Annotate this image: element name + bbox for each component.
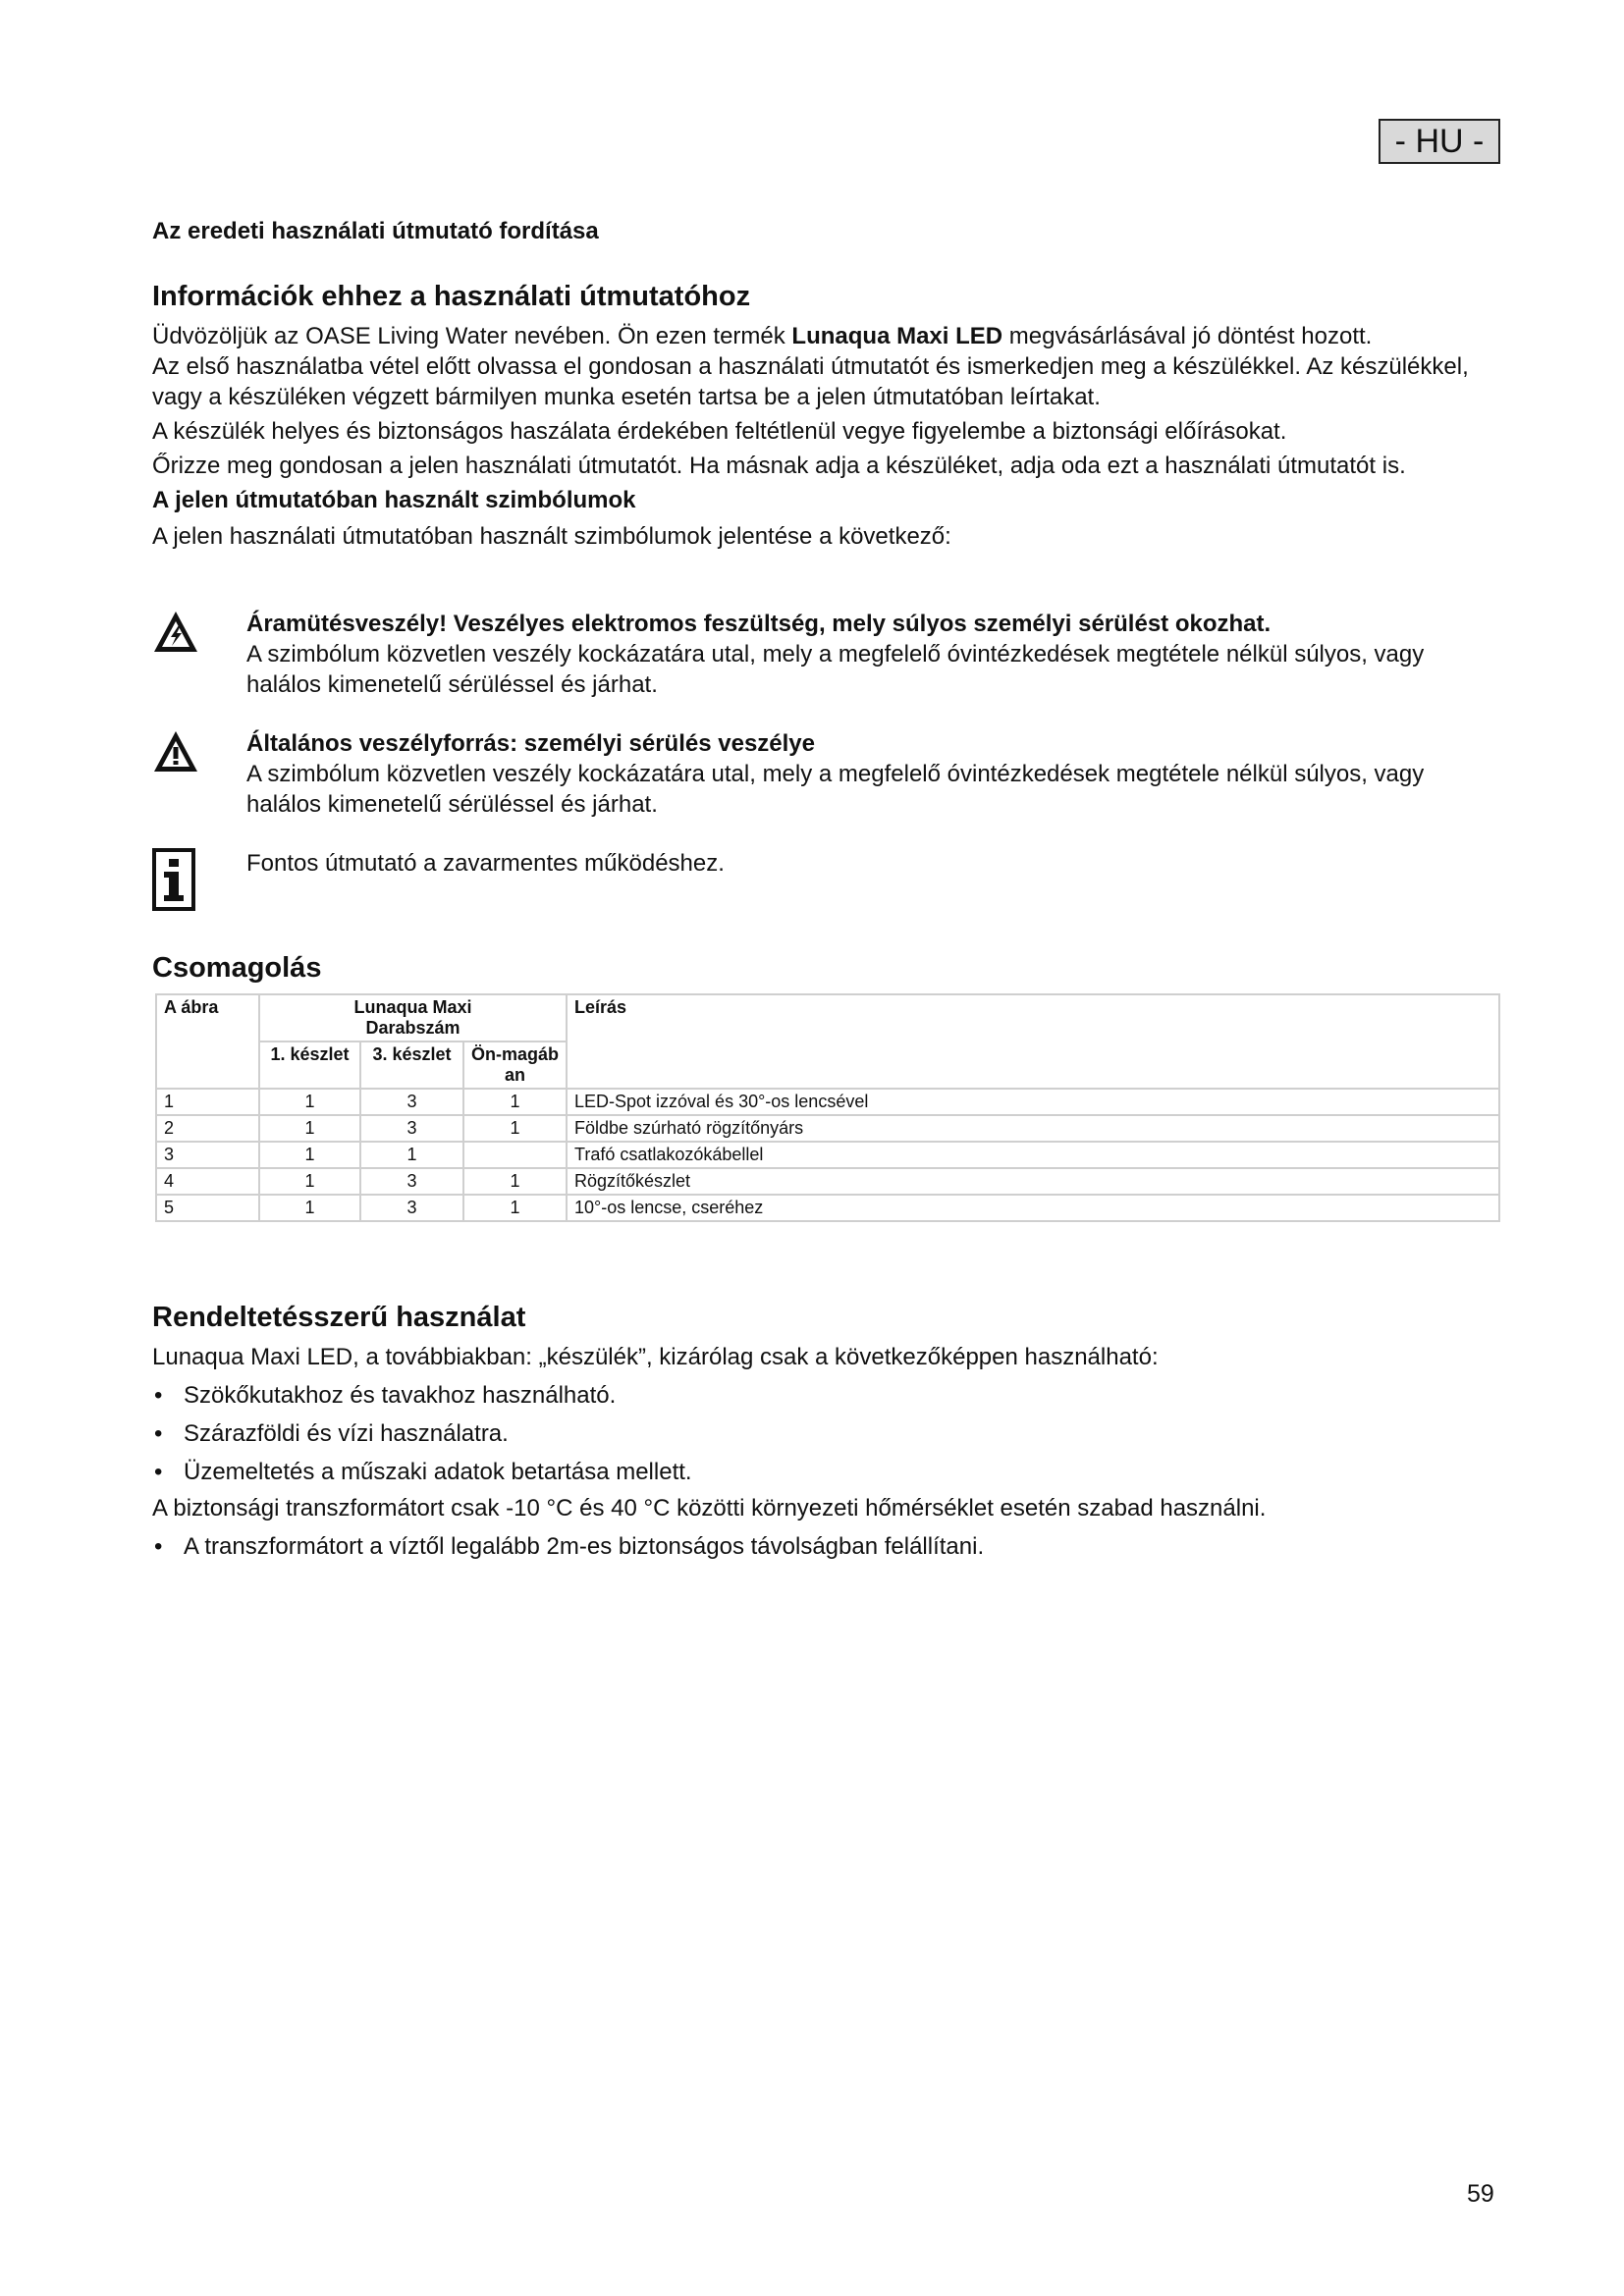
col-group xyxy=(259,994,567,1041)
intro-post: megvásárlásával jó döntést hozott. xyxy=(1002,323,1373,349)
cell-figure: 2 xyxy=(156,1115,259,1142)
cell-set3: 3 xyxy=(360,1089,463,1115)
intended-use-list xyxy=(152,1380,1497,1487)
cell-set1: 1 xyxy=(259,1115,360,1142)
cell-set1: 1 xyxy=(259,1142,360,1168)
col-desc: Leírás xyxy=(567,994,1499,1089)
cell-single: 1 xyxy=(463,1089,567,1115)
list-item: • Szárazföldi és vízi használatra. xyxy=(152,1418,1497,1449)
symbol-electric-title: Áramütésveszély! Veszélyes elektromos feszültség, mely súlyos személyi sérülést okozhat. xyxy=(246,611,1272,637)
list-item: • Szökőkutakhoz és tavakhoz használható. xyxy=(152,1380,1497,1411)
intro-paragraph xyxy=(152,321,1497,351)
col-group-line1: Lunaqua Maxi xyxy=(353,997,472,1017)
cell-single: 1 xyxy=(463,1115,567,1142)
transformer-list xyxy=(152,1531,1497,1562)
table-row xyxy=(156,1195,1499,1221)
col-group-line2: Darabszám xyxy=(365,1018,460,1038)
transformer-temperature-note: A biztonsági transzformátort csak -10 °C és 40 °C közötti környezeti hőmérséklet esetén szabad használni. xyxy=(152,1495,1267,1522)
keep-manual-paragraph: Őrizze meg gondosan a jelen használati útmutatót. Ha másnak adja a készüléket, adja oda ezt a használati útmutatót is. xyxy=(152,453,1406,479)
col-set3: 3. készlet xyxy=(360,1041,463,1089)
cell-desc: LED-Spot izzóval és 30°-os lencsével xyxy=(567,1089,1499,1115)
language-badge: - HU - xyxy=(1379,119,1500,164)
list-item: • Üzemeltetés a műszaki adatok betartása mellett. xyxy=(152,1457,1497,1487)
cell-single: 1 xyxy=(463,1195,567,1221)
cell-set3: 3 xyxy=(360,1115,463,1142)
cell-set1: 1 xyxy=(259,1168,360,1195)
symbol-electric-text xyxy=(246,609,1503,700)
table-row xyxy=(156,1142,1499,1168)
info-heading: Információk ehhez a használati útmutatóhoz xyxy=(152,281,751,312)
cell-desc: Földbe szúrható rögzítőnyárs xyxy=(567,1115,1499,1142)
symbols-intro: A jelen használati útmutatóban használt szimbólumok jelentése a következő: xyxy=(152,523,951,550)
packaging-table xyxy=(155,993,1500,1222)
intended-use-section xyxy=(152,1302,1497,1562)
cell-figure: 1 xyxy=(156,1089,259,1115)
symbol-info-desc: Fontos útmutató a zavarmentes működéshez. xyxy=(246,850,725,877)
cell-desc: Rögzítőkészlet xyxy=(567,1168,1499,1195)
col-figure: A ábra xyxy=(156,994,259,1089)
cell-single xyxy=(463,1142,567,1168)
symbol-general-title: Általános veszélyforrás: személyi sérülés veszélye xyxy=(246,730,815,757)
table-row xyxy=(156,1115,1499,1142)
col-single: Ön-magában xyxy=(463,1041,567,1089)
cell-figure: 5 xyxy=(156,1195,259,1221)
info-icon xyxy=(152,848,195,916)
translation-note: Az eredeti használati útmutató fordítása xyxy=(152,218,599,244)
table-row xyxy=(156,1168,1499,1195)
symbol-general-text xyxy=(246,728,1503,820)
general-hazard-icon xyxy=(152,728,199,780)
electric-hazard-icon xyxy=(152,609,199,661)
col-set1: 1. készlet xyxy=(259,1041,360,1089)
cell-set3: 1 xyxy=(360,1142,463,1168)
symbol-electric-desc: A szimbólum közvetlen veszély kockázatára utal, mely a megfelelő óvintézkedések megtétele nélkül súlyos, vagy halálos kimenetelű sérüléssel és járhat. xyxy=(246,641,1425,698)
cell-set3: 3 xyxy=(360,1168,463,1195)
cell-set3: 3 xyxy=(360,1195,463,1221)
list-item: • A transzformátort a víztől legalább 2m-es biztonságos távolságban felállítani. xyxy=(152,1531,1497,1562)
cell-desc: 10°-os lencse, cseréhez xyxy=(567,1195,1499,1221)
cell-figure: 3 xyxy=(156,1142,259,1168)
page-number: 59 xyxy=(1467,2180,1494,2208)
cell-figure: 4 xyxy=(156,1168,259,1195)
read-instructions-paragraph: Az első használatba vétel előtt olvassa el gondosan a használati útmutatót és ismerkedjen meg a készülékkel. Az készülékkel, vagy a készüléken végzett bármilyen munka esetén tartsa be a jelen útmutatóban leírtakat. xyxy=(152,353,1469,410)
intro-pre: Üdvözöljük az OASE Living Water nevében. Ön ezen termék xyxy=(152,323,792,349)
symbol-general-desc: A szimbólum közvetlen veszély kockázatára utal, mely a megfelelő óvintézkedések megtétele nélkül súlyos, vagy halálos kimenetelű sérüléssel és járhat. xyxy=(246,761,1425,818)
table-header-row xyxy=(156,994,1499,1041)
packaging-heading: Csomagolás xyxy=(152,952,322,984)
cell-set1: 1 xyxy=(259,1089,360,1115)
cell-desc: Trafó csatlakozókábellel xyxy=(567,1142,1499,1168)
intended-use-intro: Lunaqua Maxi LED, a továbbiakban: „készülék”, kizárólag csak a következőképpen használható: xyxy=(152,1344,1159,1370)
cell-set1: 1 xyxy=(259,1195,360,1221)
safety-paragraph: A készülék helyes és biztonságos haszálata érdekében feltétlenül vegye figyelembe a biztonsági előírásokat. xyxy=(152,418,1287,445)
info-section xyxy=(152,281,1497,552)
cell-single: 1 xyxy=(463,1168,567,1195)
intended-use-heading: Rendeltetésszerű használat xyxy=(152,1302,526,1333)
product-name: Lunaqua Maxi LED xyxy=(791,323,1003,349)
symbols-heading: A jelen útmutatóban használt szimbólumok xyxy=(152,487,636,513)
table-row xyxy=(156,1089,1499,1115)
